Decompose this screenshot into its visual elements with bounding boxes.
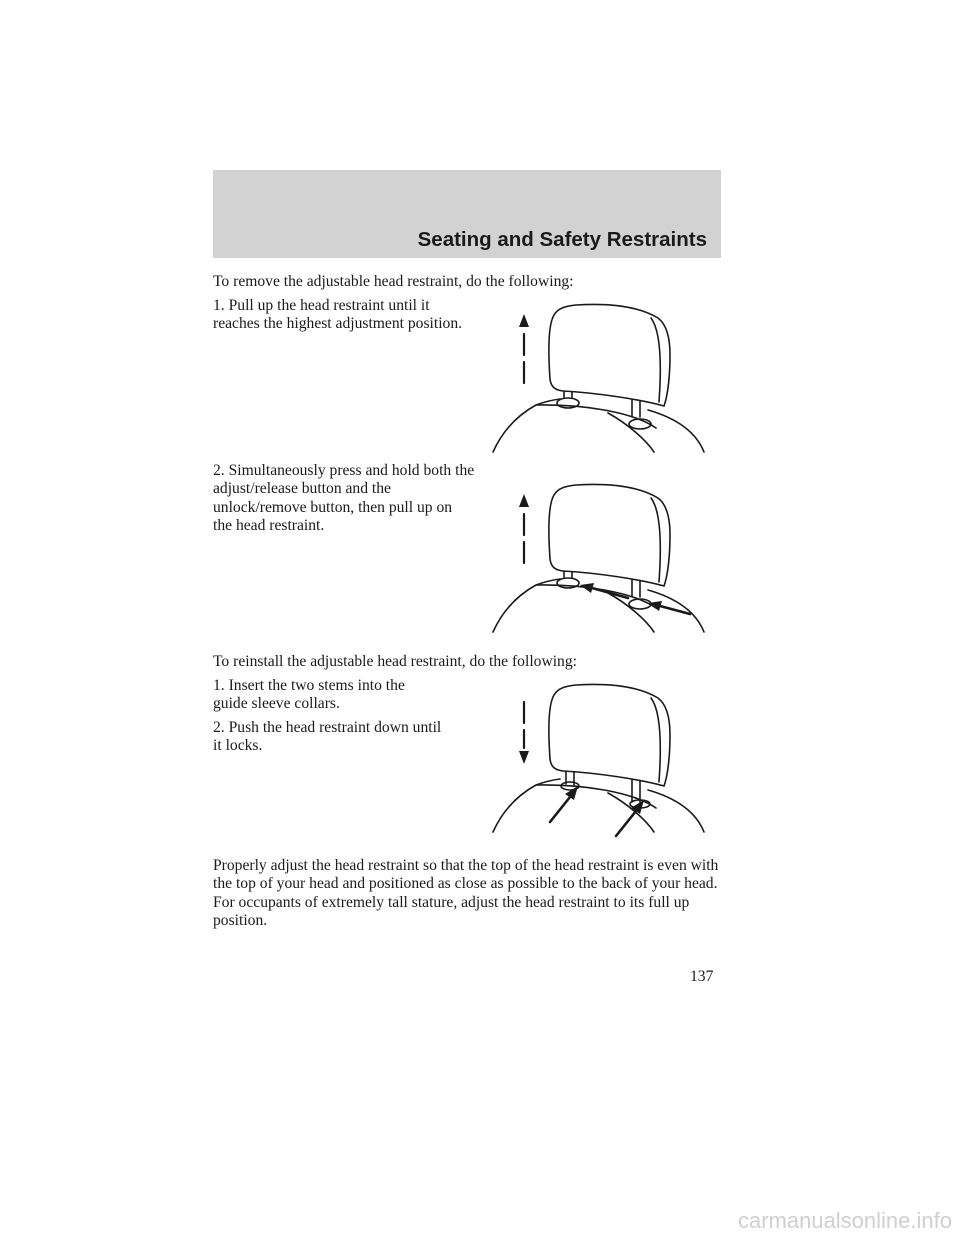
remove-step-1-text: 1. Pull up the head restraint until it reaches the highest adjustment position. [213, 297, 463, 333]
reinstall-intro-text: To reinstall the adjustable head restraint, do the following: [213, 653, 577, 670]
closing-paragraph: Properly adjust the head restraint so that the top of the head restraint is even with the top of your head and positioned as close as possible to the back of your head. For occupants of extremely tall stature, adjust the head restraint to its full up position. [213, 857, 719, 929]
section-header-bar [213, 170, 721, 258]
footer-watermark: carmanualsonline.info [737, 1208, 952, 1233]
remove-intro-text: To remove the adjustable head restraint, do the following: [213, 273, 574, 290]
remove-step-2-text: 2. Simultaneously press and hold both the adjust/release button and the unlock/remove button, then pull up on the head restraint. [213, 462, 475, 534]
headrest-push-down-illustration [488, 680, 718, 840]
headrest-pull-up-illustration [488, 300, 718, 460]
reinstall-step-1-text: 1. Insert the two stems into the guide sleeve collars. [213, 677, 405, 713]
section-title: Seating and Safety Restraints [417, 228, 707, 251]
headrest-press-buttons-illustration [488, 480, 718, 640]
reinstall-step-2-text: 2. Push the head restraint down until it locks. [213, 719, 442, 755]
page-number: 137 [690, 968, 714, 985]
